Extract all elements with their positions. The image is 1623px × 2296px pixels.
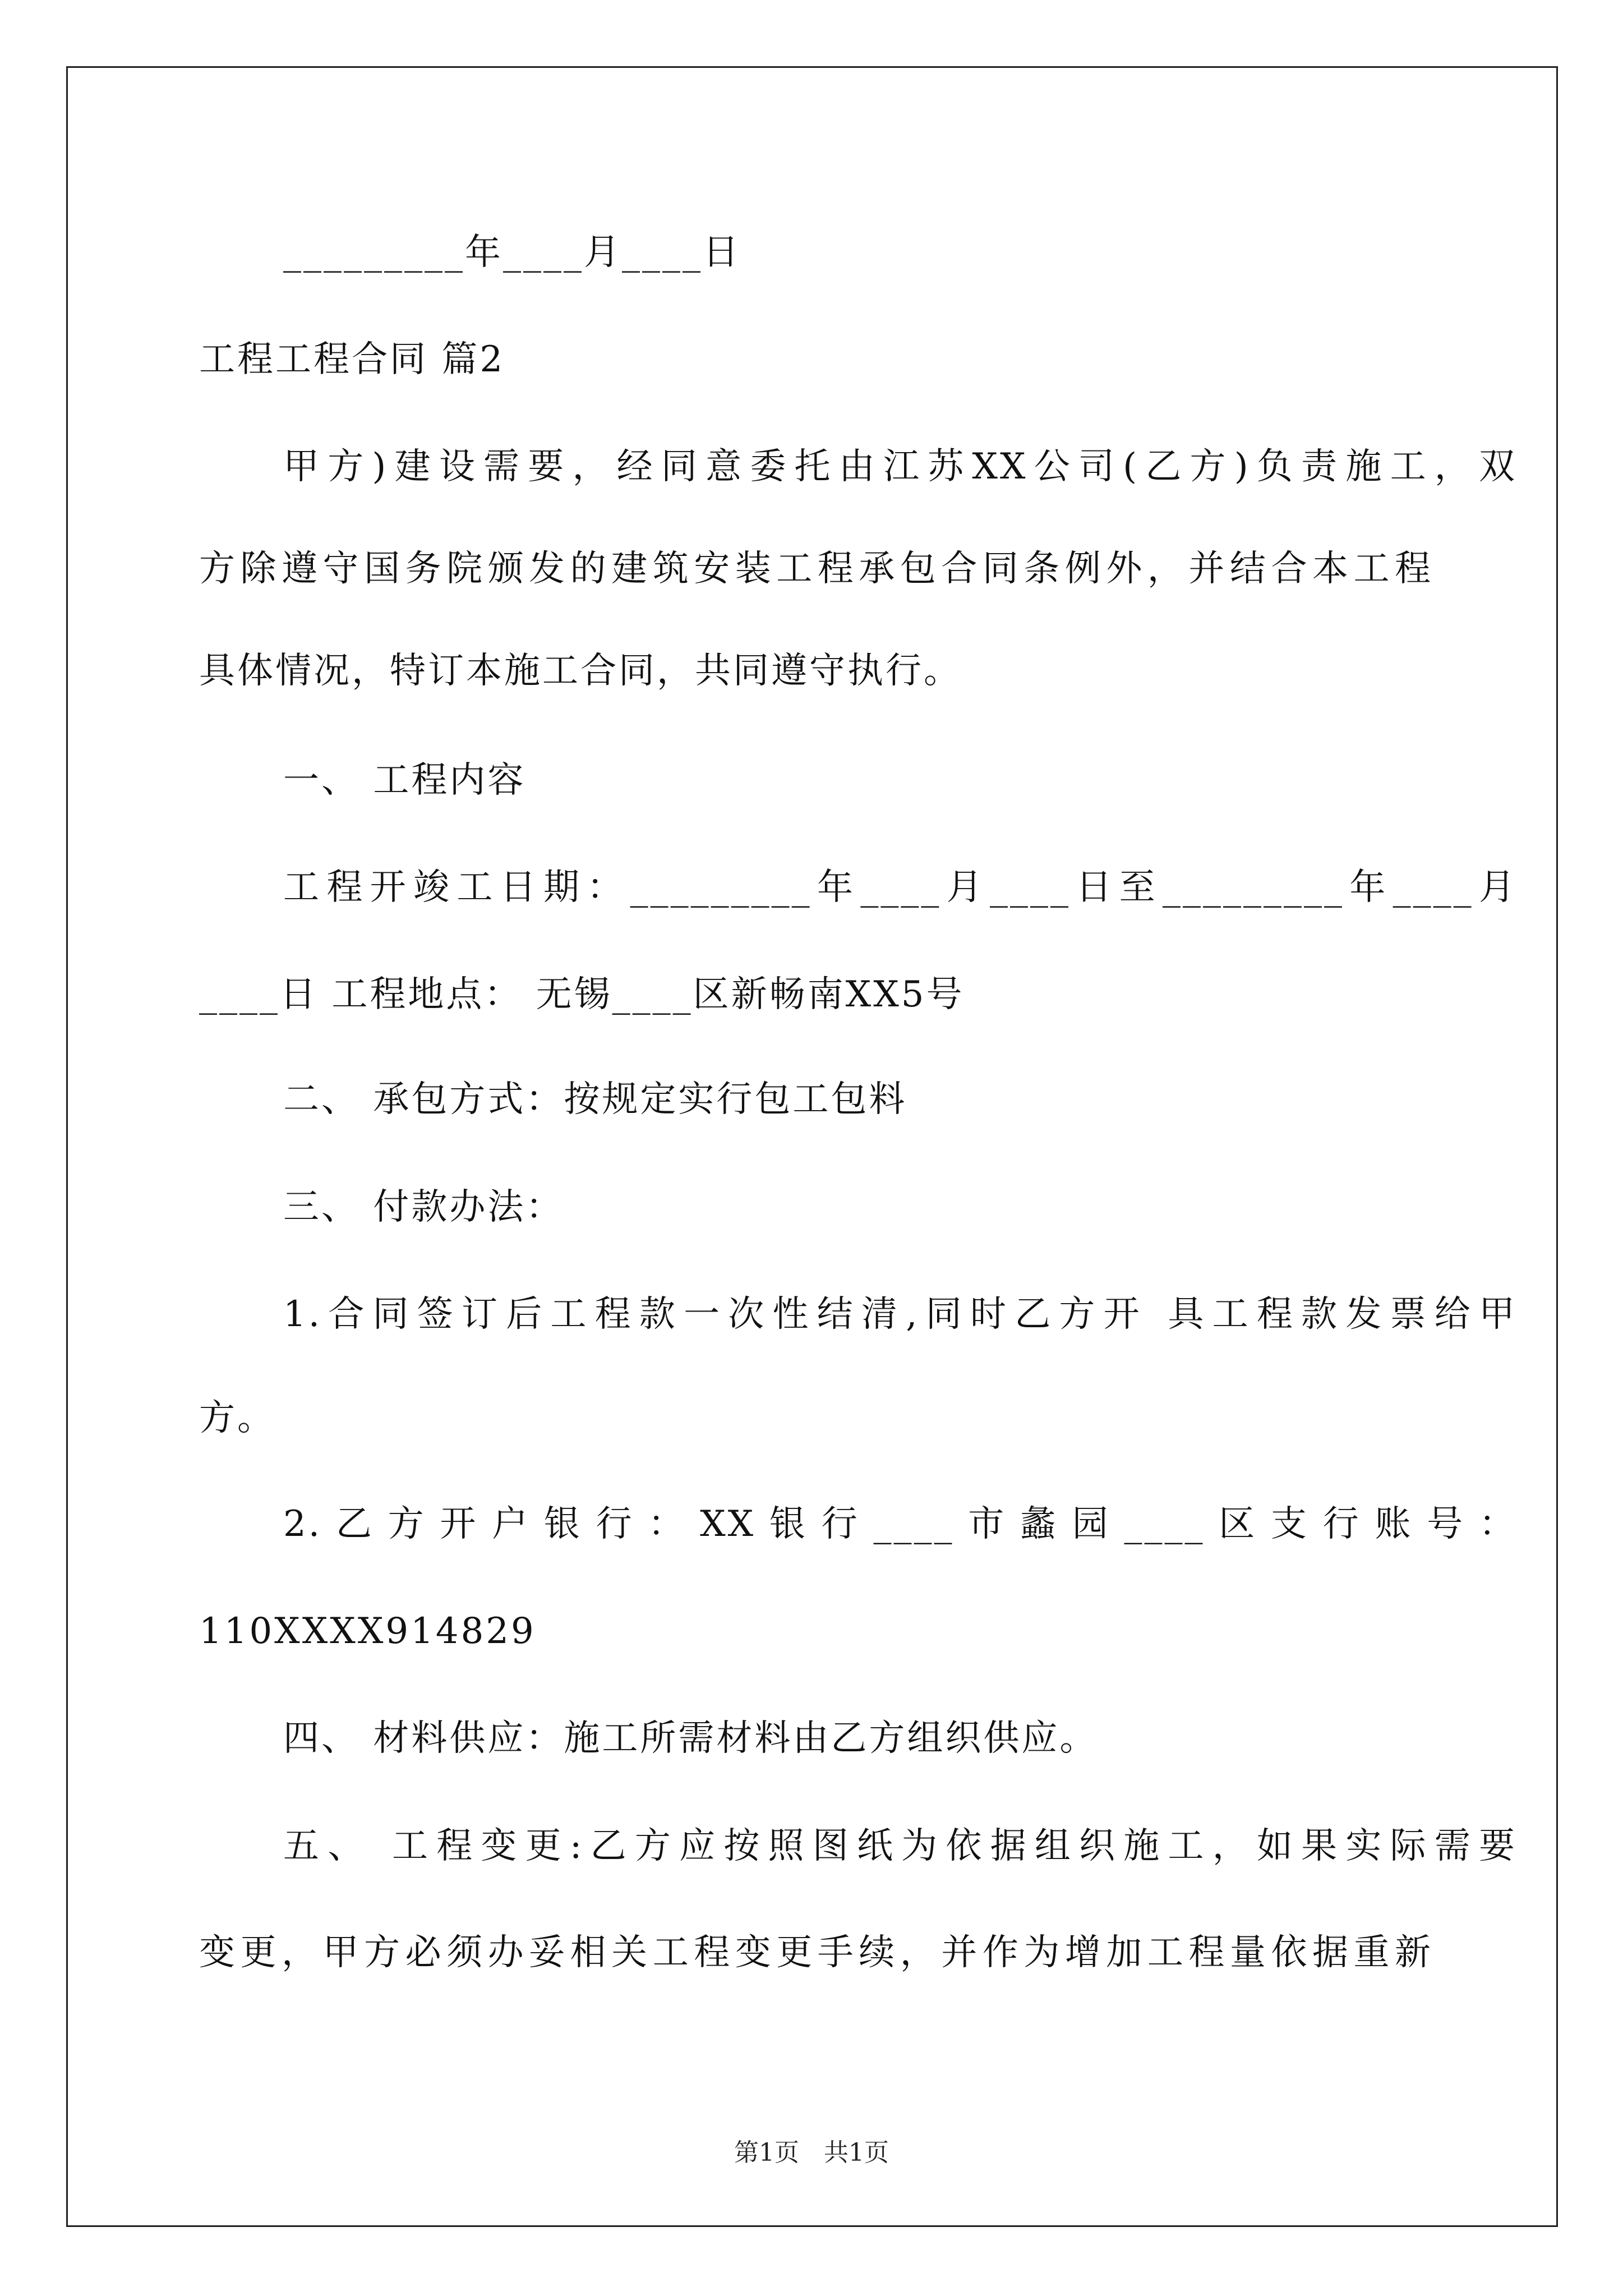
clause-heading: 四、 材料供应：施工所需材料由乙方组织供应。 bbox=[283, 1718, 1098, 1759]
page-border bbox=[66, 66, 1558, 2227]
paragraph-line: ____日 工程地点： 无锡____区新畅南XX5号 bbox=[199, 974, 965, 1015]
paragraph-line: 110XXXX914829 bbox=[199, 1611, 536, 1652]
paragraph-line: 具体情况，特订本施工合同，共同遵守执行。 bbox=[199, 650, 962, 692]
clause-heading: 三、 付款办法： bbox=[283, 1186, 564, 1228]
clause-heading: 二、 承包方式：按规定实行包工包料 bbox=[283, 1079, 907, 1120]
paragraph-line: 方。 bbox=[199, 1397, 275, 1439]
section-title: 工程工程合同 篇2 bbox=[199, 339, 505, 380]
paragraph-line: 方除遵守国务院颁发的建筑安装工程承包合同条例外，并结合本工程 bbox=[199, 548, 1433, 590]
paragraph-line: 2.乙方开户银行：XX银行____市蠡园____区支行账号： bbox=[283, 1503, 1517, 1545]
page-footer: 第1页 共1页 bbox=[734, 2138, 889, 2167]
paragraph-line: 1.合同签订后工程款一次性结清,同时乙方开 具工程款发票给甲 bbox=[283, 1294, 1517, 1335]
paragraph-line: 甲方)建设需要，经同意委托由江苏XX公司(乙方)负责施工，双 bbox=[283, 446, 1517, 487]
date-line: _________年____月____日 bbox=[283, 232, 741, 273]
paragraph-line: 五、 工程变更:乙方应按照图纸为依据组织施工，如果实际需要 bbox=[283, 1825, 1517, 1867]
clause-heading: 一、 工程内容 bbox=[283, 760, 526, 801]
paragraph-line: 变更，甲方必须办妥相关工程变更手续，并作为增加工程量依据重新 bbox=[199, 1932, 1433, 1973]
paragraph-line: 工程开竣工日期：_________年____月____日至_________年____月 bbox=[283, 867, 1517, 908]
